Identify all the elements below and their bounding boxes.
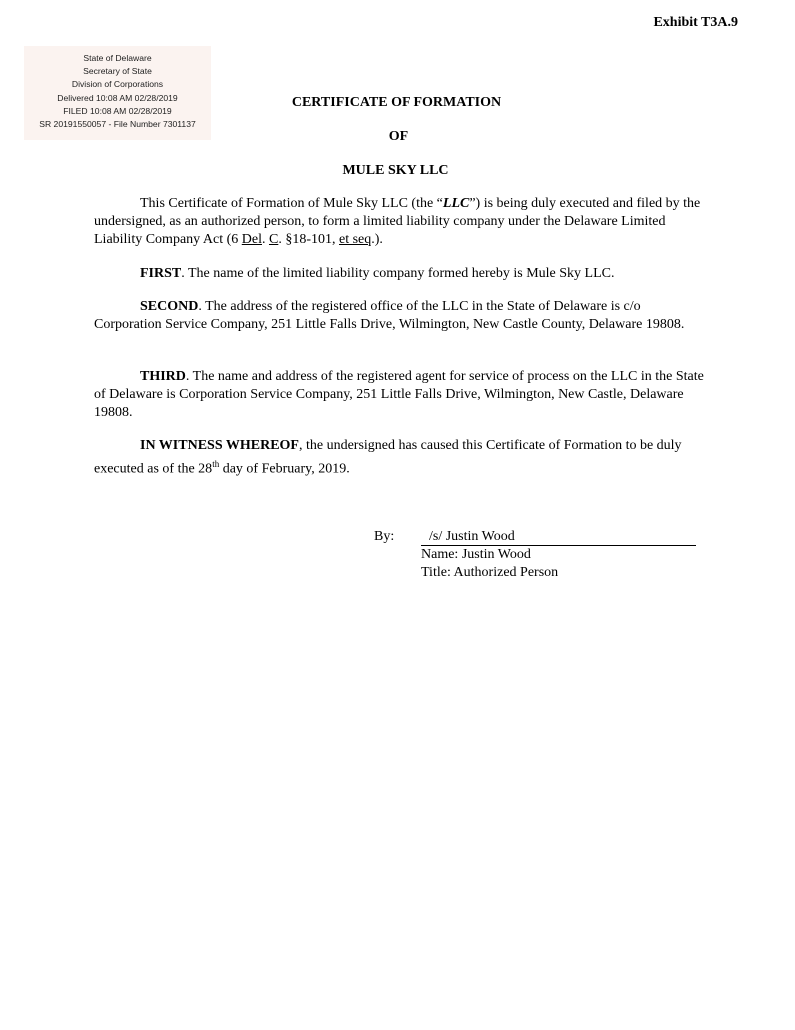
document-title: CERTIFICATE OF FORMATION [291,95,502,110]
stamp-line: SR 20191550057 - File Number 7301137 [39,119,196,130]
stamp-line: FILED 10:08 AM 02/28/2019 [63,105,172,116]
filing-stamp [24,46,211,140]
signer-name: Name: Justin Wood [421,547,531,562]
second-paragraph: SECOND. The address of the registered office of the LLC in the State of Delaware is c/o Corporation Service Company, 251 Little Falls Drive, Wilmington, New Castle County, Delaware 19808. [94,299,685,332]
signer-title: Title: Authorized Person [421,565,559,580]
stamp-line: State of Delaware [83,53,152,63]
first-paragraph: FIRST. The name of the limited liability company formed hereby is Mule Sky LLC. [140,266,615,281]
third-paragraph: THIRD. The name and address of the registered agent for service of process on the LLC in the State of Delaware is Corporation Service Company, 251 Little Falls Drive, Wilmington, New Castle, Delaware 19808. [94,369,704,420]
stamp-line: Delivered 10:08 AM 02/28/2019 [57,92,178,103]
signature-line: /s/ Justin Wood [421,529,696,546]
exhibit-label: Exhibit T3A.9 [653,15,738,30]
intro-paragraph: This Certificate of Formation of Mule Sky LLC (the “LLC”) is being duly executed and filed by the undersigned, as an authorized person, to form a limited liability company under the Delaware Limited Liability Company Act (6 Del. C. §18-101, et seq.). [94,196,701,247]
document-title-of: OF [388,129,409,144]
signature-by-label: By: [374,529,395,544]
stamp-line: Secretary of State [83,66,152,77]
witness-paragraph: IN WITNESS WHEREOF, the undersigned has caused this Certificate of Formation to be duly executed as of the 28th day of February, 2019. [94,438,682,477]
stamp-line: Division of Corporations [71,79,164,90]
company-name-heading: MULE SKY LLC [342,163,449,178]
